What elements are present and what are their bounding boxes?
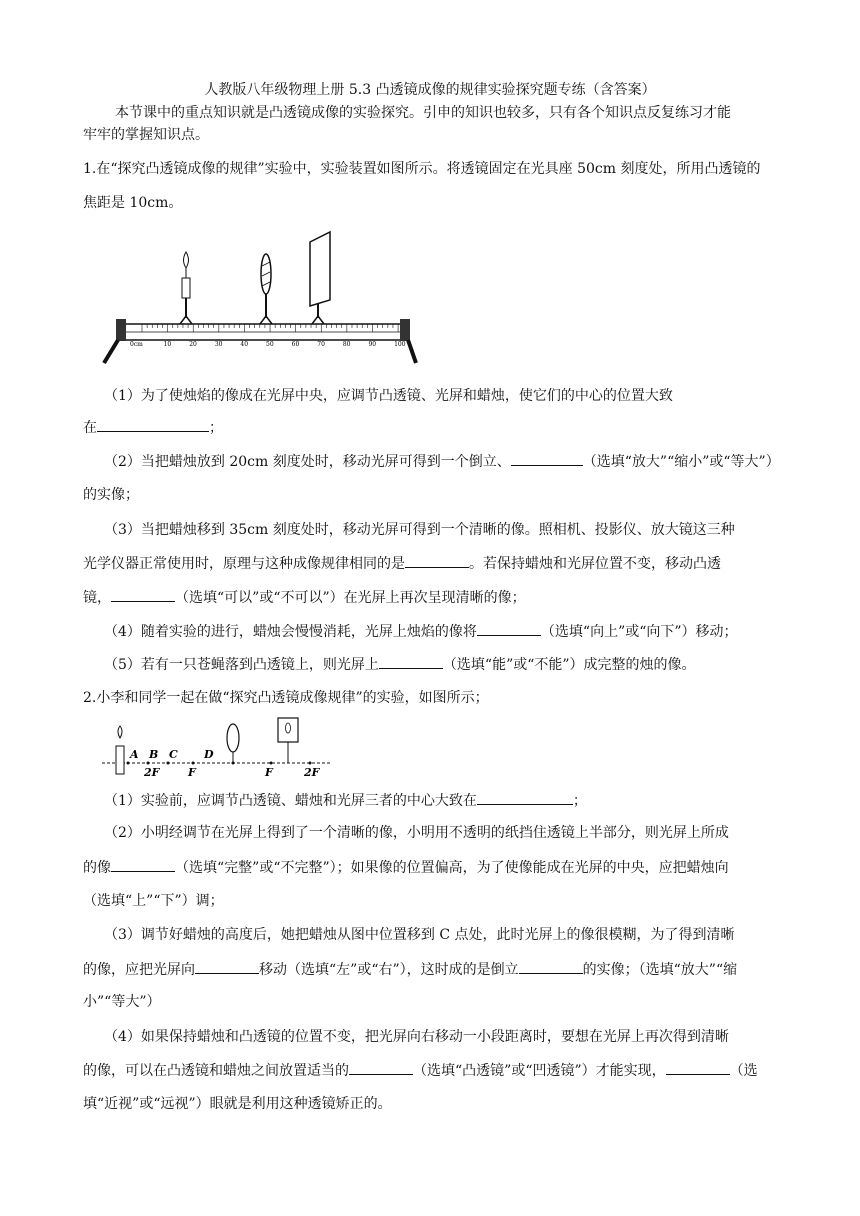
- q1-p4-line: （4）随着实验的进行，蜡烛会慢慢消耗，光屏上烛焰的像将 （选填“向上”或“向下”）移动；: [104, 621, 738, 642]
- q1-p3-line-1: （3）当把蜡烛移到 35cm 刻度处时，移动光屏可得到一个清晰的像。照相机、投影仪、放大镜这三种: [104, 522, 735, 538]
- q2-p3-line-1: （3）调节好蜡烛的高度后，她把蜡烛从图中位置移到 C 点处，此时光屏上的像很模糊，为了得到清晰: [104, 927, 735, 943]
- q1-p3-line-3: 镜， （选填“可以”或“不可以”）在光屏上再次呈现清晰的像；: [83, 587, 526, 608]
- answer-blank[interactable]: [511, 451, 583, 466]
- point-label-a: A: [130, 748, 139, 761]
- intro-line-1: 本节课中的重点知识就是凸透镜成像的实验探究。引申的知识也较多，只有各个知识点反复练习才能: [115, 105, 731, 121]
- answer-blank[interactable]: [379, 654, 443, 669]
- bench-tick-label: 90: [368, 341, 377, 348]
- convex-lens: [227, 724, 239, 763]
- q2-p2-line-1: （2）小明经调节在光屏上得到了一个清晰的像，小明用不透明的纸挡住透镜上半部分，则光屏上所成: [104, 825, 729, 841]
- answer-blank[interactable]: [349, 1060, 413, 1075]
- q2-p1-line: （1）实验前，应调节凸透镜、蜡烛和光屏三者的中心大致在 ；: [104, 790, 587, 811]
- bench-tick-label: 100: [394, 341, 406, 348]
- point-label-c: C: [169, 748, 178, 761]
- q1-p3-line-2: 光学仪器正常使用时，原理与这种成像规律相同的是 。若保持蜡烛和光屏位置不变，移动凸透: [83, 553, 721, 574]
- bench-tick-label: 70: [317, 341, 325, 348]
- light-screen: [310, 232, 330, 324]
- optical-bench-figure: [98, 228, 418, 368]
- q1-stem-line-1: 1.在“探究凸透镜成像的规律”实验中，实验装置如图所示。将透镜固定在光具座 50cm 刻度处，所用凸透镜的: [83, 161, 761, 177]
- q1-p2-line-1: （2）当把蜡烛放到 20cm 刻度处时，移动光屏可得到一个倒立、 （选填“放大”“缩小”或“等大”）: [104, 451, 780, 472]
- candle: [180, 252, 192, 324]
- axis-label-2f-left: 2F: [144, 766, 160, 779]
- answer-blank[interactable]: [111, 587, 175, 602]
- axis-label-2f-right: 2F: [304, 766, 320, 779]
- answer-blank[interactable]: [666, 1060, 730, 1075]
- bench-tick-label: 10: [163, 341, 172, 348]
- q2-p4-line-3: 填“近视”或“远视”）眼就是利用这种透镜矫正的。: [83, 1096, 392, 1112]
- candle: [116, 726, 124, 774]
- axis-label-f-left: F: [188, 766, 196, 779]
- lens-axis-figure: [102, 714, 332, 784]
- bench-tick-label: 40: [240, 341, 249, 348]
- q1-p1-line-1: （1）为了使烛焰的像成在光屏中央，应调节凸透镜、光屏和蜡烛，使它们的中心的位置大致: [104, 388, 673, 404]
- q1-p1-line-2: 在 ；: [83, 417, 223, 438]
- bench-unit-label: 0cm: [130, 341, 143, 348]
- answer-blank[interactable]: [111, 857, 175, 872]
- q2-stem: 2.小李和同学一起在做“探究凸透镜成像规律”的实验，如图所示；: [83, 690, 489, 706]
- point-label-d: D: [204, 748, 214, 761]
- q1-p5-line: （5）若有一只苍蝇落到凸透镜上，则光屏上 （选填“能”或“不能”）成完整的烛的像。: [104, 654, 696, 675]
- answer-blank[interactable]: [97, 417, 209, 432]
- q2-p3-line-2: 的像，应把光屏向 移动（选填“左”或“右”），这时成的是倒立 的实像；（选填“放大”“缩: [83, 959, 737, 980]
- answer-blank[interactable]: [195, 959, 259, 974]
- q1-p2-line-2: 的实像；: [83, 487, 139, 503]
- q2-p4-line-2: 的像，可以在凸透镜和蜡烛之间放置适当的 （选填“凸透镜”或“凹透镜”）才能实现， （选: [83, 1060, 758, 1081]
- bench-tick-label: 50: [266, 341, 274, 348]
- light-screen: [278, 718, 298, 763]
- q1-stem-line-2: 焦距是 10cm。: [83, 195, 183, 211]
- bench-tick-label: 80: [342, 341, 351, 348]
- point-label-b: B: [149, 748, 159, 761]
- intro-line-2: 牢牢的掌握知识点。: [83, 127, 209, 143]
- axis-label-f-right: F: [265, 766, 273, 779]
- answer-blank[interactable]: [477, 621, 541, 636]
- bench-end-left: [116, 319, 126, 341]
- q2-p2-line-3: （选填“上”“下”）调；: [83, 893, 224, 909]
- answer-blank[interactable]: [477, 790, 573, 805]
- page-title: 人教版八年级物理上册 5.3 凸透镜成像的规律实验探究题专练（含答案）: [204, 82, 656, 98]
- answer-blank[interactable]: [519, 959, 583, 974]
- convex-lens: [260, 254, 272, 324]
- q2-p4-line-1: （4）如果保持蜡烛和凸透镜的位置不变，把光屏向右移动一小段距离时，要想在光屏上再次得到清晰: [104, 1029, 729, 1045]
- q2-p2-line-2: 的像 （选填“完整”或“不完整”）；如果像的位置偏高，为了使像能成在光屏的中央，应把蜡烛向: [83, 857, 729, 878]
- q2-p3-line-3: 小”“等大”）: [83, 994, 161, 1010]
- bench-tick-label: 60: [291, 341, 300, 348]
- answer-blank[interactable]: [405, 553, 469, 568]
- bench-tick-label: 30: [214, 341, 223, 348]
- bench-end-right: [400, 319, 410, 341]
- bench-tick-label: 20: [189, 341, 197, 348]
